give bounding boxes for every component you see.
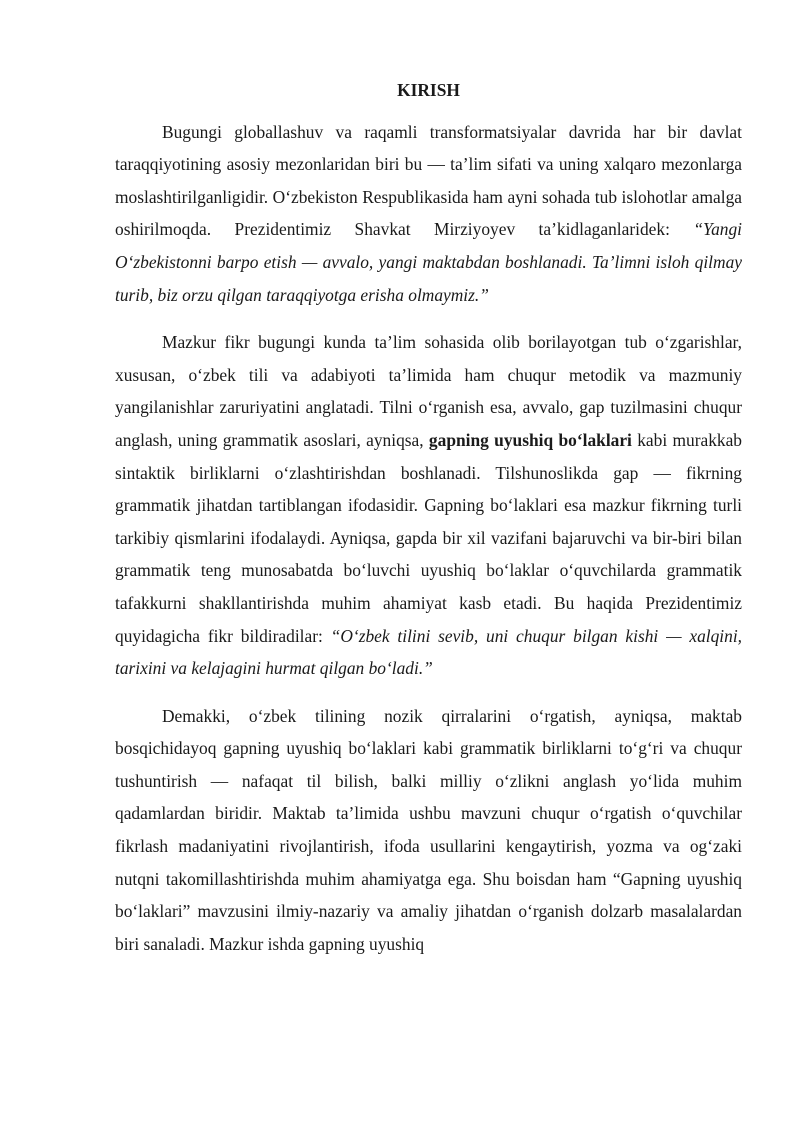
- paragraph-topic-text-a: Mazkur fikr bugungi kunda ta’lim sohasida olib borilayotgan tub o‘zgarishlar, xususan, o‘zbek tili va adabiyoti ta’limida ham chuqur metodik va mazmuniy yangilanishlar zaruriyatini anglatadi. Tilni o‘rganish esa, avvalo, gap tuzilmasini chuqur anglash, uning grammatik asoslari, ayniqsa,: [115, 332, 742, 450]
- paragraph-intro-text: Bugungi globallashuv va raqamli transformatsiyalar davrida har bir davlat taraqqiyotining asosiy mezonlaridan biri bu — ta’lim sifati va uning xalqaro mezonlarga moslashtirilganligidir. O‘zbekiston Respublikasida ham ayni sohada tub islohotlar amalga oshirilmoqda. Prezidentimiz Shavkat Mirziyoyev ta’kidlaganlaridek:: [115, 121, 742, 240]
- paragraph-topic: [115, 326, 742, 685]
- president-quote-1: “Yangi O‘zbekistonni barpo etish — avvalo, yangi maktabdan boshlanadi. Ta’limni isloh qilmay turib, biz orzu qilgan taraqqiyotga erisha olmaymiz.”: [115, 219, 742, 305]
- document-page: [115, 74, 742, 975]
- topic-term-bold: gapning uyushiq bo‘laklari: [428, 429, 632, 450]
- page-title: KIRISH: [397, 80, 460, 100]
- paragraph-intro: [115, 116, 742, 312]
- president-quote-2: “O‘zbek tilini sevib, uni chuqur bilgan kishi — xalqini, tarixini va kelajagini hurmat qilgan bo‘ladi.”: [115, 625, 742, 679]
- paragraph-topic-text-b: kabi murakkab sintaktik birliklarni o‘zlashtirishdan boshlanadi. Tilshunoslikda gap — fikrning grammatik jihatdan tartiblangan ifodasidir. Gapning bo‘laklari esa mazkur fikrning turli tarkibiy qismlarini ifodalaydi. Ayniqsa, gapda bir xil vazifani bajaruvchi va bir-biri bilan grammatik teng munosabatda bo‘luvchi uyushiq bo‘laklar o‘quvchilarda grammatik tafakkurni shakllantirishda muhim ahamiyat kasb etadi. Bu haqida Prezidentimiz quyidagicha fikr bildiradilar:: [115, 429, 743, 646]
- paragraph-conclusion: [115, 700, 742, 961]
- paragraph-conclusion-text: Demakki, o‘zbek tilining nozik qirralarini o‘rgatish, ayniqsa, maktab bosqichidayoq gapning uyushiq bo‘laklari kabi grammatik birliklarni to‘g‘ri va chuqur tushuntirish — nafaqat til bilish, balki milliy o‘zlikni anglash yo‘lida muhim qadamlardan biridir. Maktab ta’limida ushbu mavzuni chuqur o‘rgatish o‘quvchilar fikrlash madaniyatini rivojlantirish, ifoda usullarini kengaytirish, yozma va og‘zaki nutqni takomillashtirishda muhim ahamiyatga ega. Shu boisdan ham “Gapning uyushiq bo‘laklari” mavzusini ilmiy-nazariy va amaliy jihatdan o‘rganish dolzarb masalalardan biri sanaladi. Mazkur ishda gapning uyushiq: [115, 705, 742, 954]
